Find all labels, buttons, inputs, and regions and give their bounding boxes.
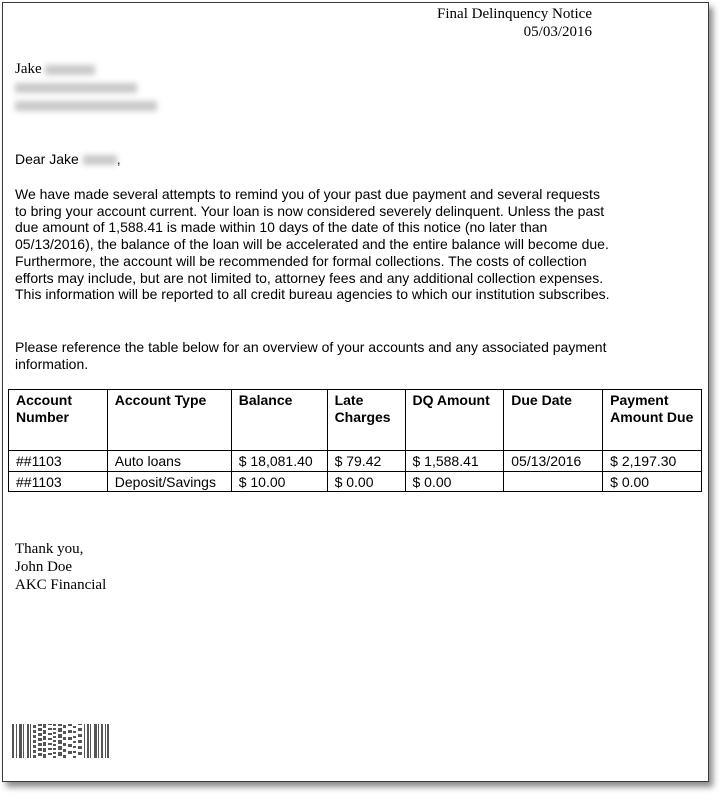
- header-balance: Balance: [231, 390, 327, 451]
- cell-account-number: ##1103: [9, 471, 108, 492]
- letter-page: [2, 2, 709, 782]
- table-row: [9, 471, 702, 492]
- signer-name: John Doe: [15, 559, 73, 575]
- cell-dq-amount: $ 1,588.41: [405, 451, 504, 472]
- body-paragraph-2: Please reference the table below for an overview of your accounts and any associated payment information.: [15, 339, 607, 372]
- cell-account-number: ##1103: [9, 451, 108, 472]
- cell-due-date: 05/13/2016: [504, 451, 603, 472]
- cell-late-charges: $ 79.42: [327, 451, 405, 472]
- cell-payment-amount-due: $ 0.00: [603, 471, 702, 492]
- body-paragraph-1: We have made several attempts to remind you of your past due payment and several requests to bring your account current. Your loan is now considered severely delinquent. Unless the past due amount of 1,588.41 is made within 10 days of the date of this notice (no later than 05/13/2016), the balance of the loan will be accelerated and the entire balance will become due. Furthermore, the account will be recommended for formal collections. The costs of collection efforts may include, but are not limited to, attorney fees and any additional collection expenses. This information will be reported to all credit bureau agencies to which our institution subscribes.: [15, 186, 610, 303]
- table-header-row: [9, 390, 702, 451]
- table-row: [9, 451, 702, 472]
- barcode-icon: [12, 724, 118, 758]
- header-dq-amount: DQ Amount: [405, 390, 504, 451]
- header-payment-amount-due: Payment Amount Due: [603, 390, 702, 451]
- cell-account-type: Auto loans: [107, 451, 231, 472]
- letter-header: [437, 5, 592, 41]
- accounts-table: [8, 389, 702, 492]
- closing-block: [15, 540, 106, 594]
- cell-balance: $ 18,081.40: [231, 451, 327, 472]
- cell-payment-amount-due: $ 2,197.30: [603, 451, 702, 472]
- redacted-salutation-name: [83, 155, 117, 165]
- redacted-last-name: [45, 65, 95, 75]
- closing-thanks: Thank you,: [15, 541, 84, 557]
- header-late-charges: Late Charges: [327, 390, 405, 451]
- salutation-prefix: Dear Jake: [15, 151, 79, 167]
- cell-late-charges: $ 0.00: [327, 471, 405, 492]
- header-account-type: Account Type: [107, 390, 231, 451]
- salutation-suffix: ,: [116, 151, 121, 167]
- redacted-street: [15, 83, 137, 93]
- cell-balance: $ 10.00: [231, 471, 327, 492]
- notice-title: Final Delinquency Notice: [437, 6, 592, 22]
- cell-account-type: Deposit/Savings: [107, 471, 231, 492]
- recipient-address: [15, 60, 157, 114]
- header-account-number: Account Number: [9, 390, 108, 451]
- cell-due-date: [504, 471, 603, 492]
- salutation: [15, 151, 121, 167]
- notice-date: 05/03/2016: [523, 24, 592, 40]
- company-name: AKC Financial: [15, 577, 107, 593]
- redacted-city-state-zip: [15, 101, 157, 111]
- header-due-date: Due Date: [504, 390, 603, 451]
- cell-dq-amount: $ 0.00: [405, 471, 504, 492]
- recipient-first-name: Jake: [15, 61, 42, 77]
